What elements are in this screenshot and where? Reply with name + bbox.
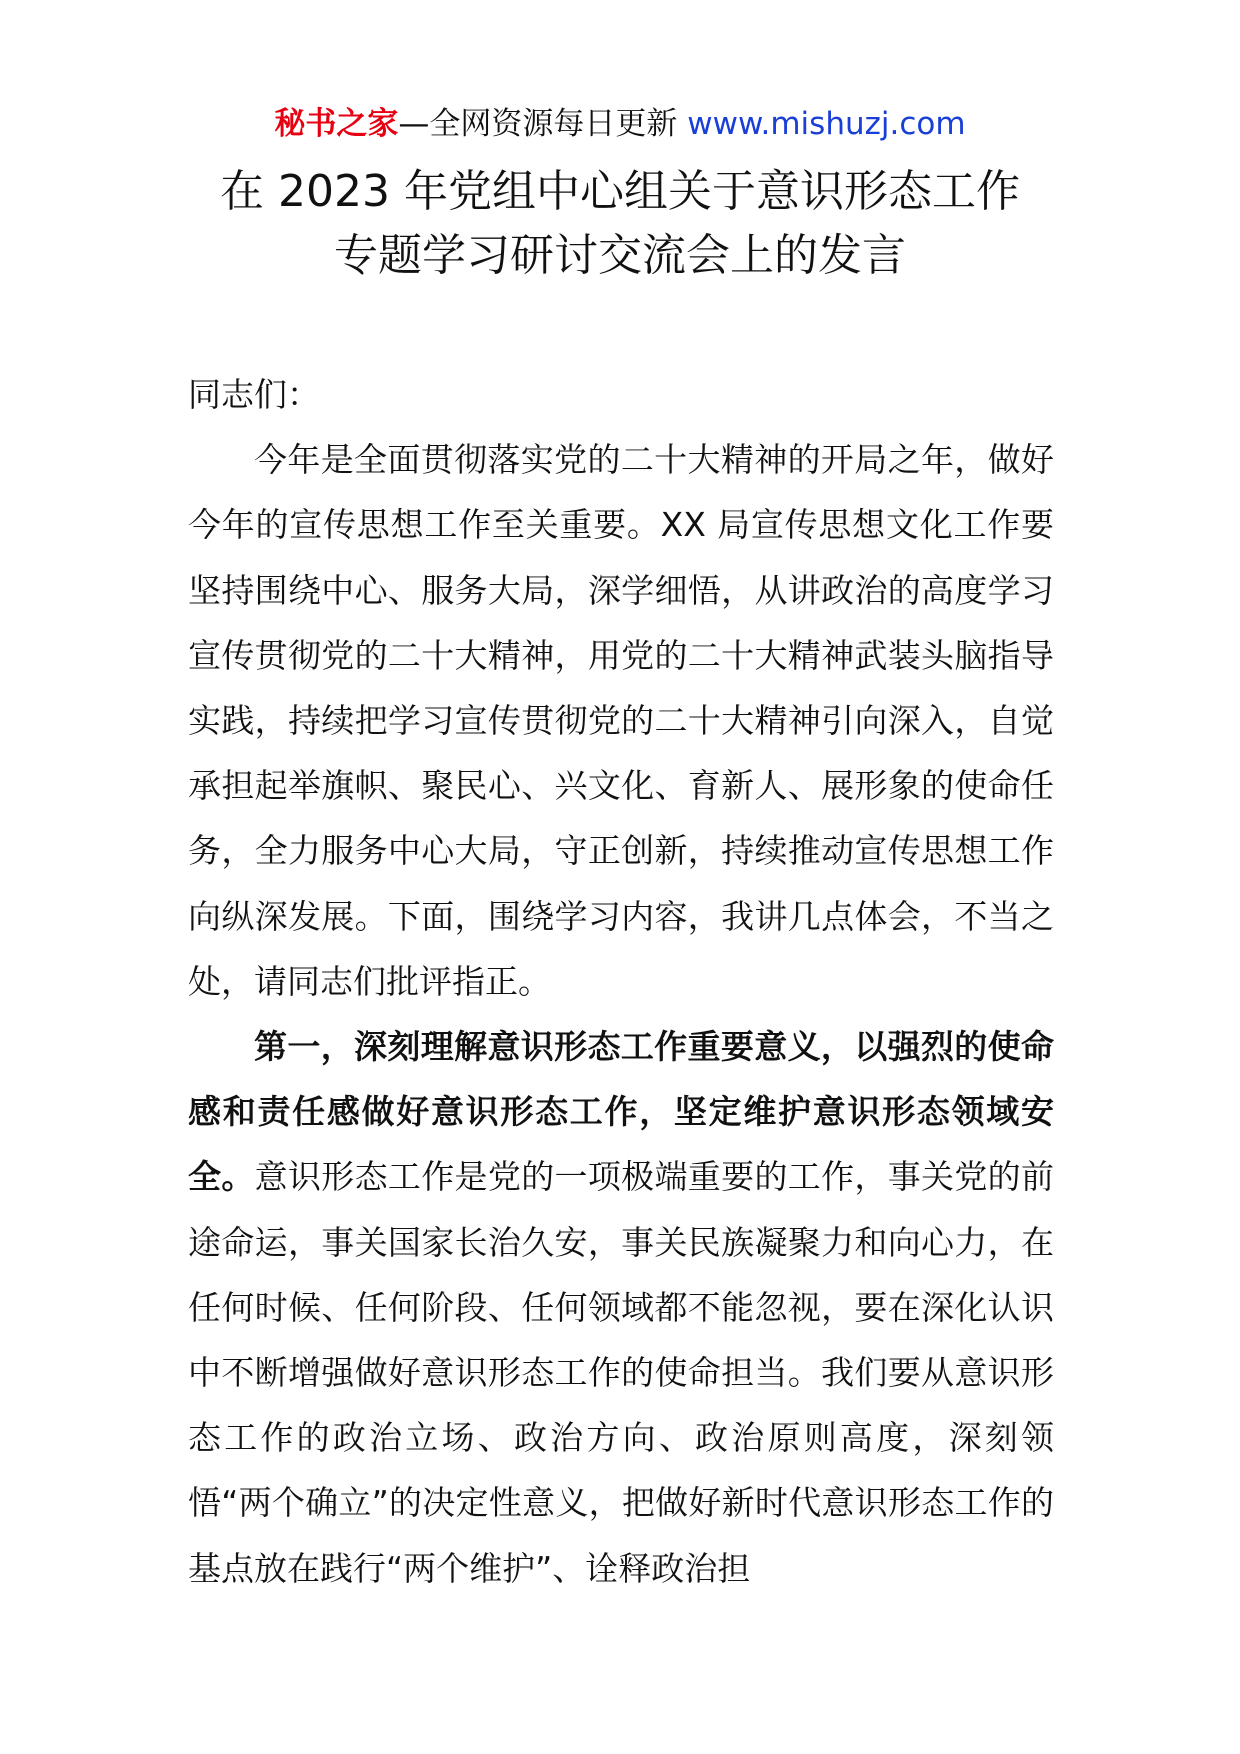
site-url-link[interactable]: www.mishuzj.com [687,106,966,142]
salutation: 同志们： [188,375,320,414]
paragraph-1: 今年是全面贯彻落实党的二十大精神的开局之年，做好今年的宣传思想工作至关重要。XX 局宣传思想文化工作要坚持围绕中心、服务大局，深学细悟，从讲政治的高度学习宣传贯彻党的二十大精神，用党的二十大精神武装头脑指导实践，持续把学习宣传贯彻党的二十大精神引向深入，自觉承担起举旗帜、聚民心、兴文化、育新人、展形象的使命任务，全力服务中心大局，守正创新，持续推动宣传思想工作向纵深发展。下面，围绕学习内容，我讲几点体会，不当之处，请同志们批评指正。 [188,440,1054,1001]
title-line-2: 专题学习研讨交流会上的发言 [334,230,906,281]
brand-name: 秘书之家 [274,106,399,142]
document-title [0,160,1240,288]
paragraph-2 [188,1014,1054,1601]
paragraph-2-body: 意识形态工作是党的一项极端重要的工作，事关党的前途命运，事关国家长治久安，事关民族凝聚力和向心力，在任何时候、任何阶段、任何领域都不能忽视，要在深化认识中不断增强做好意识形态工作的使命担当。我们要从意识形态工作的政治立场、政治方向、政治原则高度，深刻领悟“两个确立”的决定性意义，把做好新时代意识形态工作的基点放在践行“两个维护”、诠释政治担 [188,1157,1055,1588]
brand-tagline: —全网资源每日更新 [398,106,678,142]
paragraph-2-lead: 第一，深刻理解意识形态工作重要意义，以强烈的使命感和责任感做好意识形态工作，坚定维护意识形态领域安全。 [188,1027,1054,1197]
header-banner [0,100,1240,148]
document-body [188,362,1054,1601]
title-line-1: 在 2023 年党组中心组关于意识形态工作 [220,166,1020,217]
